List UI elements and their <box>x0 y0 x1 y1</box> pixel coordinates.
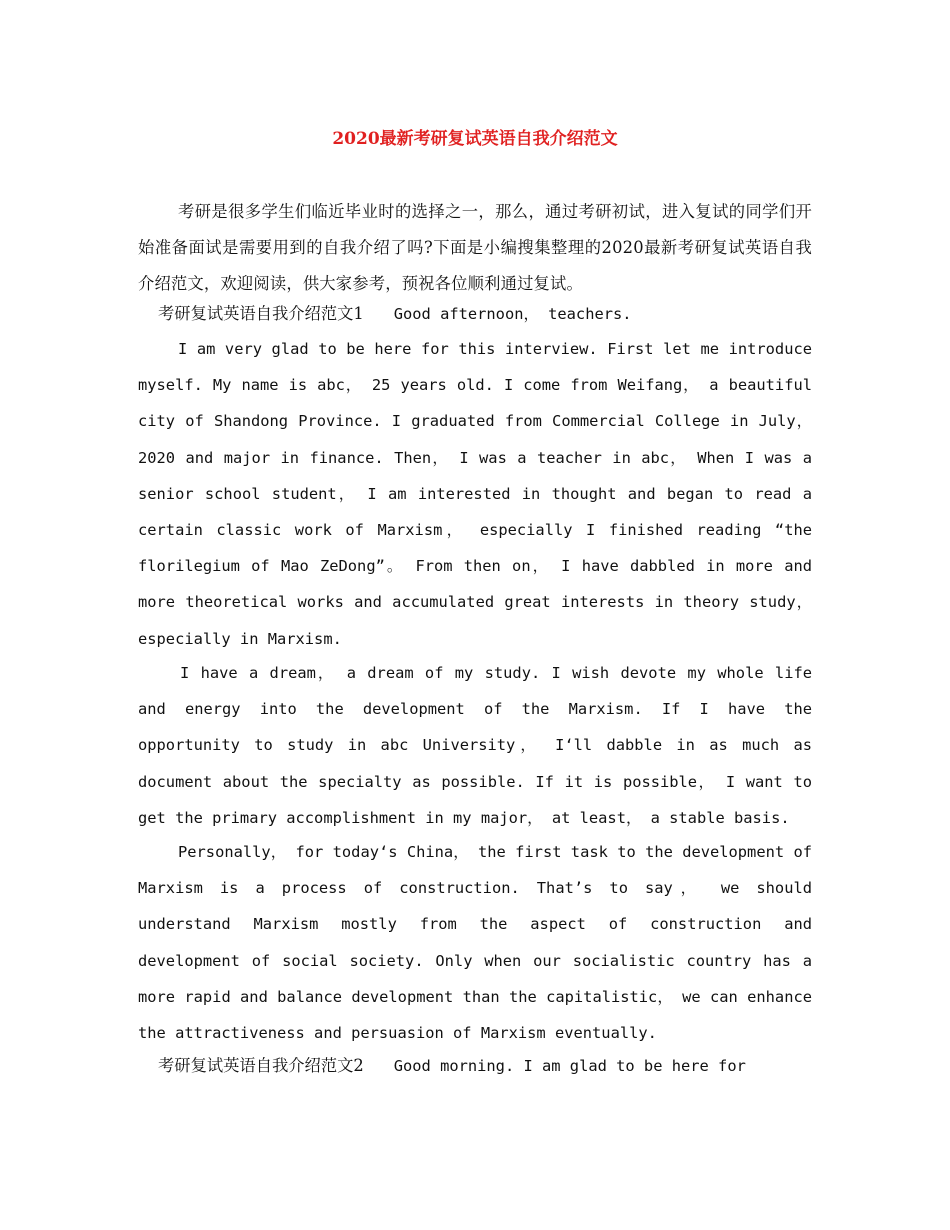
intro-paragraph: 考研是很多学生们临近毕业时的选择之一，那么，通过考研初试，进入复试的同学们开始准备面试是需要用到的自我介绍了吗?下面是小编搜集整理的2020最新考研复试英语自我介绍范文，欢迎阅读，供大家参考，预祝各位顺利通过复试。 <box>138 202 812 293</box>
section1-paragraph-2: I have a dream， a dream of my study. I wish devote my whole life and energy into the development of the Marxism. If I have the opportunity to study in abc University， I‘ll dabble in as much as document about the specialty as possible. If it is possible， I want to get the primary accomplishment in my major， at least， a stable basis. <box>138 664 812 827</box>
section1-heading: 考研复试英语自我介绍范文1 <box>158 304 364 323</box>
section1-heading-line <box>158 300 818 324</box>
section1-greeting: Good afternoon， teachers. <box>393 305 632 323</box>
section1-paragraph-1: I am very glad to be here for this interview. First let me introduce myself. My name is abc， 25 years old. I come from Weifang， a beautiful city of Shandong Province. I graduated from Commercial College in July， 2020 and major in finance. Then， I was a teacher in abc， When I was a senior school student， I am interested in thought and began to read a certain classic work of Marxism， especially I finished reading “the florilegium of Mao ZeDong”。 From then on， I have dabbled in more and more theoretical works and accumulated great interests in theory study， especially in Marxism. <box>138 340 812 648</box>
section2-heading: 考研复试英语自我介绍范文2 <box>158 1056 364 1075</box>
document-title: 2020最新考研复试英语自我介绍范文 <box>332 129 618 149</box>
section2-heading-line <box>158 1052 818 1076</box>
section2-greeting: Good morning. I am glad to be here for <box>393 1057 746 1075</box>
section1-paragraph-3: Personally， for today‘s China， the first task to the development of Marxism is a process of construction. That’s to say， we should understand Marxism mostly from the aspect of construction and development of social society. Only when our socialistic country has a more rapid and balance development than the capitalistic， we can enhance the attractiveness and persuasion of Marxism eventually. <box>138 843 812 1043</box>
